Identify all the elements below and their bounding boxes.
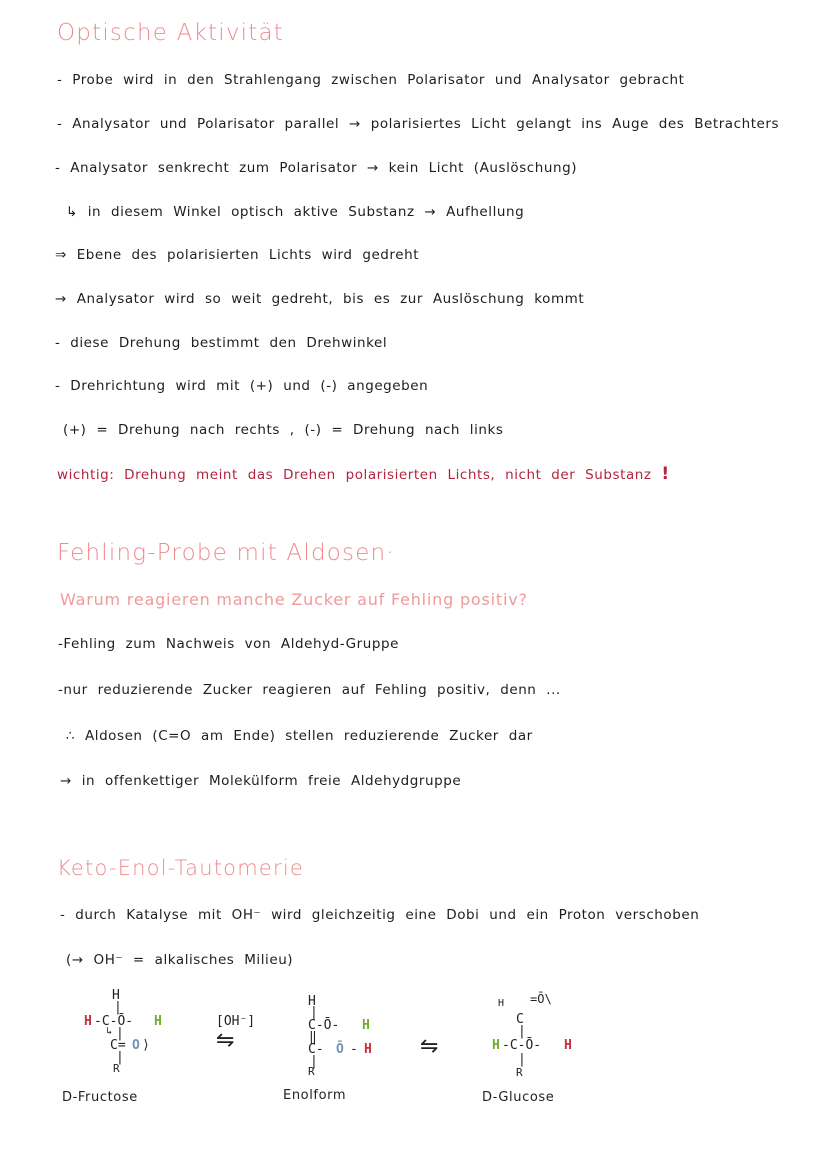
heading-keto-enol: Keto-Enol-Tautomerie xyxy=(57,856,304,880)
equilibrium-arrow-icon: ⇋ xyxy=(420,1034,439,1059)
molecule-d-glucose xyxy=(488,992,598,1084)
bond: | xyxy=(518,1024,526,1039)
bond: - xyxy=(350,1042,358,1057)
atom-o-blue: O xyxy=(132,1038,140,1053)
atom-group: C-Ō- xyxy=(308,1018,340,1033)
note-line: ⇒ Ebene des polarisierten Lichts wird gedreht xyxy=(55,247,420,263)
exclamation-icon: ! xyxy=(661,464,670,484)
carbonyl-oxygen: =Ō\ xyxy=(530,992,552,1006)
note-line: - Analysator und Polarisator parallel → polarisiertes Licht gelangt ins Auge des Betrachters xyxy=(57,116,780,132)
note-line: - Analysator senkrecht zum Polarisator → kein Licht (Auslöschung) xyxy=(55,160,578,176)
atom-c: C xyxy=(516,1012,524,1027)
bond: | xyxy=(310,1005,318,1020)
bond: | xyxy=(518,1052,526,1067)
bond: | xyxy=(114,1000,122,1015)
atom-h: H xyxy=(112,988,120,1003)
atom-r: R xyxy=(516,1066,523,1079)
note-line: - diese Drehung bestimmt den Drehwinkel xyxy=(55,335,388,351)
note-line: → Analysator wird so weit gedreht, bis es zur Auslöschung kommt xyxy=(55,291,585,307)
atom-h: H xyxy=(498,998,505,1009)
note-line: -Fehling zum Nachweis von Aldehyd-Gruppe xyxy=(58,636,399,652)
heading-fehling-probe: Fehling-Probe mit Aldosen· xyxy=(57,540,395,566)
important-note xyxy=(57,464,670,484)
atom-h-red: H xyxy=(364,1042,372,1057)
double-bond: ‖ xyxy=(309,1030,317,1045)
atom-h-red: H xyxy=(84,1014,92,1029)
atom-group: C- xyxy=(308,1042,324,1057)
bond: | xyxy=(310,1054,318,1069)
note-line: -nur reduzierende Zucker reagieren auf Fehling positiv, denn ... xyxy=(58,682,561,698)
atom-h: H xyxy=(308,994,316,1009)
heading-optische-aktivitaet: Optische Aktivität xyxy=(57,20,284,46)
molecule-enolform xyxy=(300,994,400,1084)
note-line: - durch Katalyse mit OH⁻ wird gleichzeitig eine Dobi und ein Proton verschoben xyxy=(60,907,700,923)
lone-pair: ⟩ xyxy=(142,1038,150,1053)
atom-group: -C-Ō- xyxy=(502,1038,542,1053)
equilibrium-arrow-icon: ⇋ xyxy=(216,1028,235,1053)
electron-shift-arrow-icon: ↳ xyxy=(106,1026,113,1037)
atom-group: C= xyxy=(110,1038,126,1053)
label-d-fructose: D-Fructose xyxy=(62,1090,138,1105)
catalyst-label: [OH⁻] xyxy=(216,1014,256,1029)
atom-h-red: H xyxy=(564,1038,572,1053)
bond: | xyxy=(116,1026,124,1041)
note-line: - Probe wird in den Strahlengang zwischen Polarisator und Analysator gebracht xyxy=(57,72,685,88)
atom-r: R xyxy=(308,1065,315,1078)
atom-r: R xyxy=(113,1062,120,1075)
atom-h-green: H xyxy=(362,1018,370,1033)
note-line: ∴ Aldosen (C=O am Ende) stellen reduzierende Zucker dar xyxy=(66,728,533,744)
note-line: (→ OH⁻ = alkalisches Milieu) xyxy=(66,952,294,968)
note-line: (+) = Drehung nach rechts , (-) = Drehung nach links xyxy=(63,422,504,438)
atom-h-green: H xyxy=(154,1014,162,1029)
atom-o-blue: Ō xyxy=(336,1042,344,1057)
atom-h-green: H xyxy=(492,1038,500,1053)
bond: | xyxy=(116,1050,124,1065)
note-line: ↳ in diesem Winkel optisch aktive Substanz → Aufhellung xyxy=(66,204,525,220)
molecule-d-fructose xyxy=(80,988,190,1078)
important-note-text: wichtig: Drehung meint das Drehen polarisierten Lichts, nicht der Substanz xyxy=(57,467,652,483)
label-d-glucose: D-Glucose xyxy=(482,1090,555,1105)
note-line: → in offenkettiger Molekülform freie Aldehydgruppe xyxy=(60,773,462,789)
label-enolform: Enolform xyxy=(283,1088,347,1103)
note-line: - Drehrichtung wird mit (+) und (-) angegeben xyxy=(55,378,429,394)
question-subheading: Warum reagieren manche Zucker auf Fehling positiv? xyxy=(60,590,528,609)
atom-group: -C-Ō- xyxy=(94,1014,134,1029)
